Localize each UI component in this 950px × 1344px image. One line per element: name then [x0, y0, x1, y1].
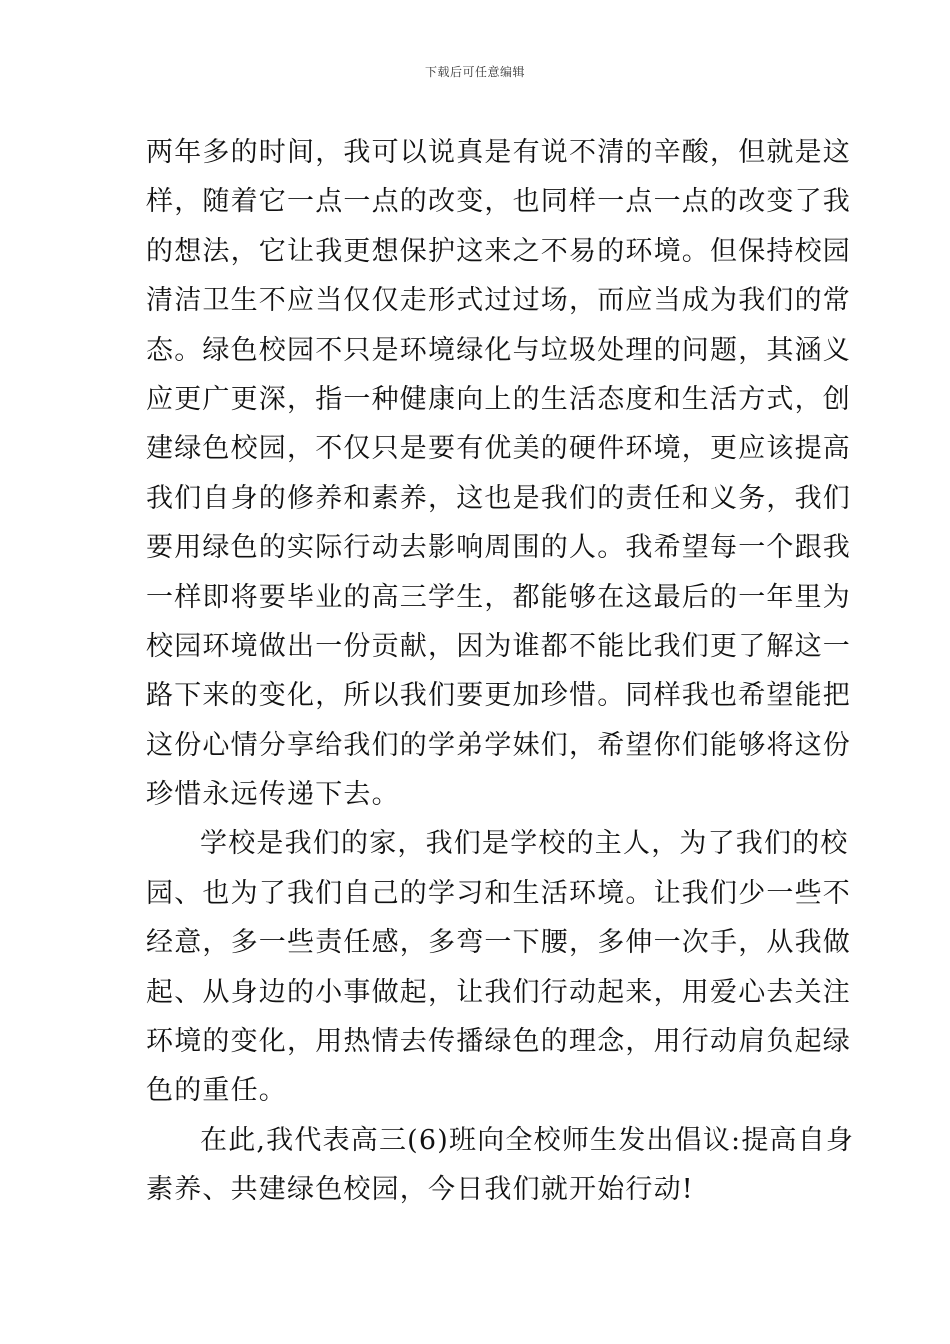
text-line: 清洁卫生不应当仅仅走形式过过场，而应当成为我们的常: [146, 285, 851, 317]
text-line: 在此,我代表高三(6)班向全校师生发出倡议:提高自身: [200, 1124, 855, 1156]
text-line: 的想法，它让我更想保护这来之不易的环境。但保持校园: [146, 235, 851, 267]
text-line: 环境的变化，用热情去传播绿色的理念，用行动肩负起绿: [146, 1026, 851, 1058]
text-line: 校园环境做出一份贡献，因为谁都不能比我们更了解这一: [146, 630, 851, 662]
text-line: 色的重任。: [146, 1075, 287, 1107]
text-line: 素养、共建绿色校园，今日我们就开始行动!: [146, 1174, 694, 1206]
text-line: 建绿色校园，不仅只是要有优美的硬件环境，更应该提高: [146, 433, 851, 465]
text-line: 两年多的时间，我可以说真是有说不清的辛酸，但就是这: [146, 137, 851, 168]
text-line: 样，随着它一点一点的改变，也同样一点一点的改变了我: [146, 186, 851, 218]
text-line: 起、从身边的小事做起，让我们行动起来，用爱心去关注: [146, 976, 851, 1008]
text-line: 应更广更深，指一种健康向上的生活态度和生活方式，创: [146, 383, 851, 415]
text-line: 经意，多一些责任感，多弯一下腰，多伸一次手，从我做: [146, 927, 851, 959]
text-line: 这份心情分享给我们的学弟学妹们，希望你们能够将这份: [146, 729, 851, 761]
paragraph: [146, 1116, 855, 1215]
text-line: 态。绿色校园不只是环境绿化与垃圾处理的问题，其涵义: [146, 334, 851, 366]
paragraph: [146, 128, 851, 819]
text-line: 路下来的变化，所以我们要更加珍惜。同样我也希望能把: [146, 680, 851, 712]
text-line: 学校是我们的家，我们是学校的主人，为了我们的校: [200, 828, 849, 860]
text-line: 要用绿色的实际行动去影响周围的人。我希望每一个跟我: [146, 532, 851, 564]
text-line: 我们自身的修养和素养，这也是我们的责任和义务，我们: [146, 482, 851, 514]
text-line: 珍惜永远传递下去。: [146, 779, 400, 811]
page-header: 下载后可任意编辑: [424, 65, 525, 79]
text-line: 园、也为了我们自己的学习和生活环境。让我们少一些不: [146, 877, 851, 909]
paragraph: [146, 819, 851, 1115]
text-line: 一样即将要毕业的高三学生，都能够在这最后的一年里为: [146, 581, 851, 613]
document-body: [146, 128, 855, 1215]
